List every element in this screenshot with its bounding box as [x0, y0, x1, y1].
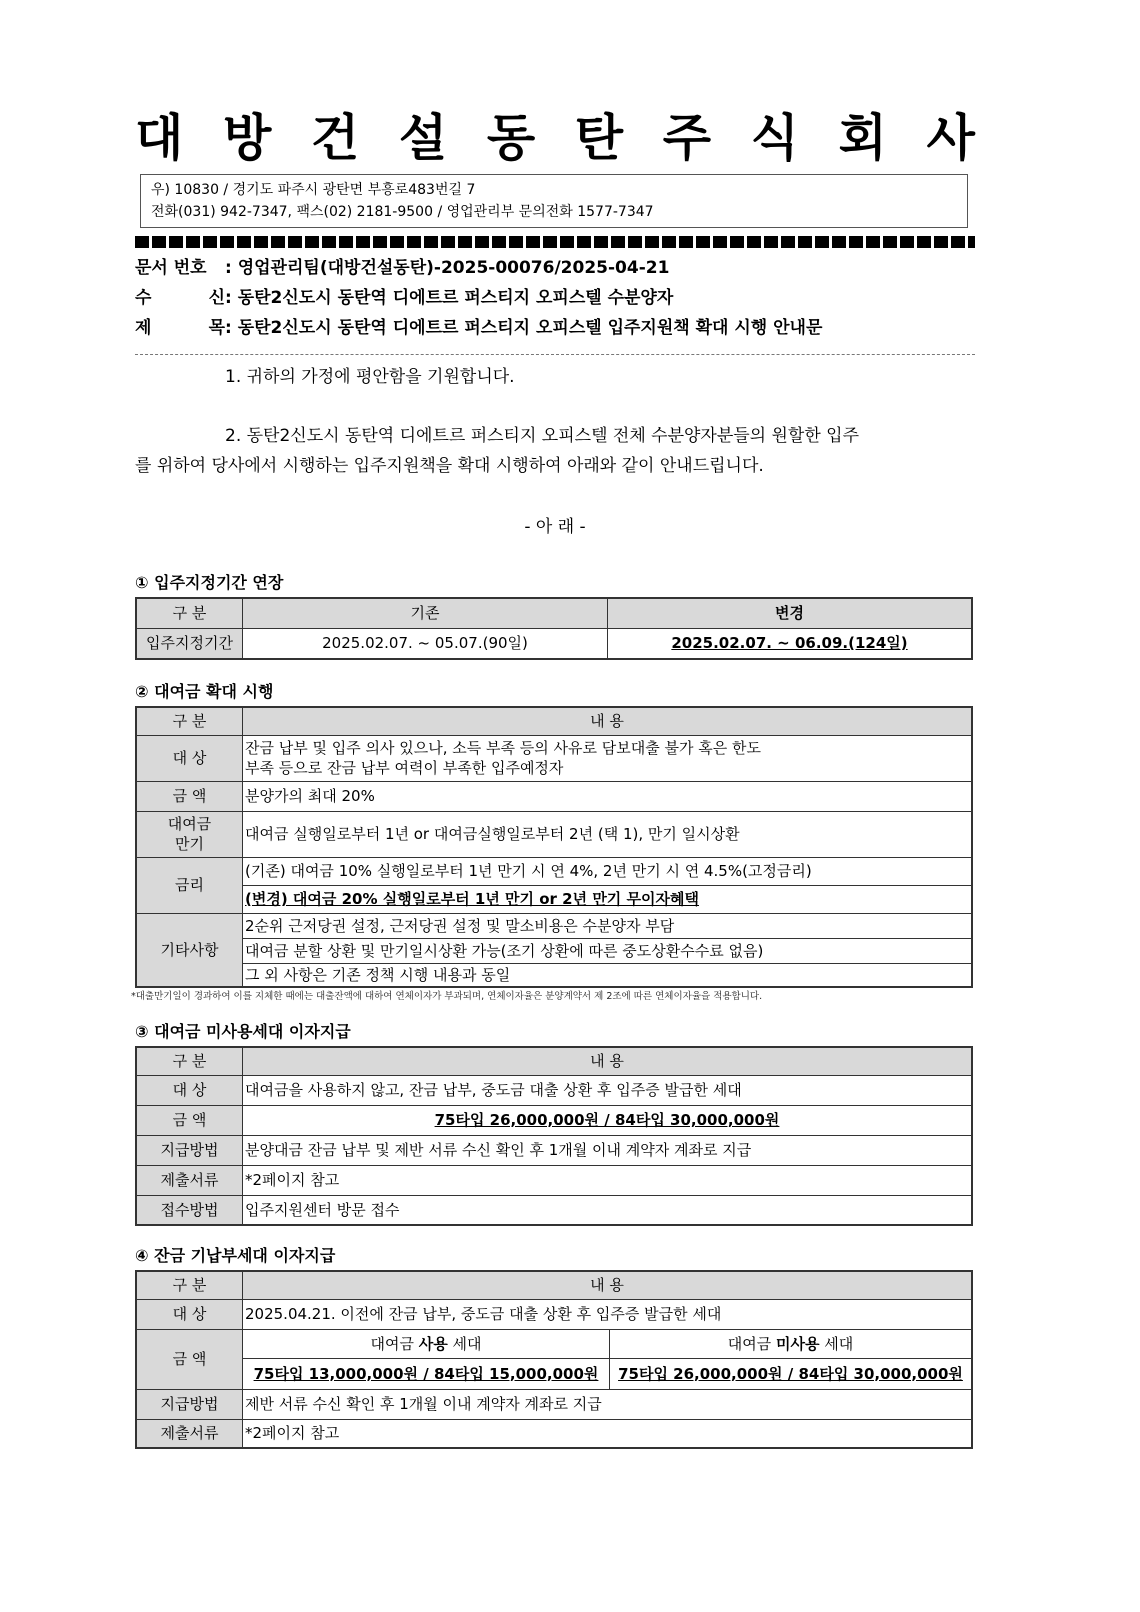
period-after: 2025.02.07. ~ 06.09.(124일)	[608, 628, 973, 659]
col-header: 구 분	[136, 1047, 243, 1075]
row-label: 입주지정기간	[136, 628, 243, 659]
contact-line: 전화(031) 942-7347, 팩스(02) 2181-9500 / 영업관리부 문의전화 1577-7347	[151, 204, 654, 220]
row-label: 금 액	[136, 781, 243, 811]
unused-loan-header: 대여금 미사용 세대	[610, 1329, 973, 1358]
title-char: 건	[310, 109, 360, 167]
row-label: 대 상	[136, 1299, 243, 1329]
maturity-value: 대여금 실행일로부터 1년 or 대여금실행일로부터 2년 (택 1), 만기 일시상환	[243, 811, 973, 857]
section-2-title: ② 대여금 확대 시행	[135, 682, 274, 701]
col-header: 구 분	[136, 707, 243, 735]
subject-label: 제 목	[135, 318, 225, 338]
title-char: 식	[750, 109, 799, 167]
dashed-divider	[135, 354, 975, 355]
row-value: 75타입 26,000,000원 / 84타입 30,000,000원	[243, 1105, 973, 1135]
col-header: 내 용	[243, 707, 973, 735]
recipient-value: : 동탄2신도시 동탄역 디에트르 퍼스티지 오피스텔 수분양자	[225, 288, 674, 308]
target-value: 잔금 납부 및 입주 의사 있으나, 소득 부족 등의 사유로 담보대출 불가 혹은 한도 부족 등으로 잔금 납부 여력이 부족한 입주예정자	[243, 735, 973, 781]
col-header: 변경	[608, 598, 973, 628]
row-label: 지급방법	[136, 1135, 243, 1165]
row-label: 대 상	[136, 1075, 243, 1105]
col-header: 구 분	[136, 1271, 243, 1299]
section-3-title: ③ 대여금 미사용세대 이자지급	[135, 1022, 351, 1041]
col-header: 구 분	[136, 598, 243, 628]
row-value: *2페이지 참고	[243, 1165, 973, 1195]
move-in-period-table	[135, 597, 973, 660]
row-label: 제출서류	[136, 1165, 243, 1195]
col-header: 내 용	[243, 1271, 973, 1299]
used-loan-amount: 75타입 13,000,000원 / 84타입 15,000,000원	[243, 1358, 610, 1389]
row-label: 금리	[136, 857, 243, 913]
doc-number-value: : 영업관리팀(대방건설동탄)-2025-00076/2025-04-21	[225, 258, 670, 278]
subject-value: : 동탄2신도시 동탄역 디에트르 퍼스티지 오피스텔 입주지원책 확대 시행 안내문	[225, 318, 823, 338]
overdue-footnote: *대출만기일이 경과하여 이를 지체한 때에는 대출잔액에 대하여 연체이자가 부과되며, 연체이자율은 분양계약서 제 2조에 따른 연체이자율을 적용합니다.	[131, 991, 763, 1002]
greeting-paragraph: 1. 귀하의 가정에 평안함을 기원합니다.	[225, 367, 515, 387]
title-char: 주	[662, 109, 712, 167]
row-label: 금 액	[136, 1105, 243, 1135]
doc-number-label: 문서 번호	[135, 258, 207, 278]
subject	[135, 316, 822, 340]
title-char: 방	[222, 109, 272, 167]
col-header: 내 용	[243, 1047, 973, 1075]
used-loan-header: 대여금 사용 세대	[243, 1329, 610, 1358]
section-1-title: ① 입주지정기간 연장	[135, 573, 284, 592]
unused-loan-amount: 75타입 26,000,000원 / 84타입 30,000,000원	[610, 1358, 973, 1389]
section-4-title: ④ 잔금 기납부세대 이자지급	[135, 1246, 336, 1265]
other-item: 2순위 근저당권 설정, 근저당권 설정 및 말소비용은 수분양자 부담	[243, 913, 973, 938]
loan-expansion-table	[135, 706, 973, 988]
company-title	[135, 108, 975, 168]
rate-after: (변경) 대여금 20% 실행일로부터 1년 만기 or 2년 만기 무이자혜택	[243, 885, 973, 913]
other-item: 대여금 분할 상환 및 만기일시상환 가능(조기 상환에 따른 중도상환수수료 없음)	[243, 938, 973, 963]
row-value: 대여금을 사용하지 않고, 잔금 납부, 중도금 대출 상환 후 입주증 발급한 세대	[243, 1075, 973, 1105]
target-value: 2025.04.21. 이전에 잔금 납부, 중도금 대출 상환 후 입주증 발급한 세대	[243, 1299, 973, 1329]
row-label: 지급방법	[136, 1389, 243, 1419]
doc-number	[135, 256, 669, 280]
other-item: 그 외 사항은 기존 정책 시행 내용과 동일	[243, 963, 973, 987]
payment-value: 제반 서류 수신 확인 후 1개월 이내 계약자 계좌로 지급	[243, 1389, 973, 1419]
address-box	[140, 174, 968, 228]
block-divider	[135, 236, 975, 248]
row-label: 기타사항	[136, 913, 243, 987]
intro-paragraph: 2. 동탄2신도시 동탄역 디에트르 퍼스티지 오피스텔 전체 수분양자분들의 원할한 입주 를 위하여 당사에서 시행하는 입주지원책을 확대 시행하여 아래와 같이 안내드립니다.	[135, 426, 860, 476]
row-label: 금 액	[136, 1329, 243, 1389]
title-char: 사	[926, 109, 975, 167]
unused-loan-interest-table	[135, 1046, 973, 1226]
row-label: 대 상	[136, 735, 243, 781]
row-value: 입주지원센터 방문 접수	[243, 1195, 973, 1225]
prepaid-balance-interest-table	[135, 1270, 973, 1449]
title-char: 회	[838, 109, 887, 167]
amount-value: 분양가의 최대 20%	[243, 781, 973, 811]
row-value: 분양대금 잔금 납부 및 제반 서류 수신 확인 후 1개월 이내 계약자 계좌로 지급	[243, 1135, 973, 1165]
title-char: 탄	[574, 109, 624, 167]
below-marker: - 아 래 -	[524, 517, 586, 537]
row-label: 대여금 만기	[136, 811, 243, 857]
row-label: 접수방법	[136, 1195, 243, 1225]
recipient-label: 수 신	[135, 288, 225, 308]
docs-value: *2페이지 참고	[243, 1419, 973, 1448]
recipient	[135, 286, 673, 310]
rate-before: (기존) 대여금 10% 실행일로부터 1년 만기 시 연 4%, 2년 만기 시 연 4.5%(고정금리)	[243, 857, 973, 885]
row-label: 제출서류	[136, 1419, 243, 1448]
period-before: 2025.02.07. ~ 05.07.(90일)	[243, 628, 608, 659]
title-char: 대	[135, 109, 184, 167]
address-line: 우) 10830 / 경기도 파주시 광탄면 부흥로483번길 7	[151, 182, 476, 198]
col-header: 기존	[243, 598, 608, 628]
title-char: 동	[486, 109, 536, 167]
title-char: 설	[398, 109, 448, 167]
